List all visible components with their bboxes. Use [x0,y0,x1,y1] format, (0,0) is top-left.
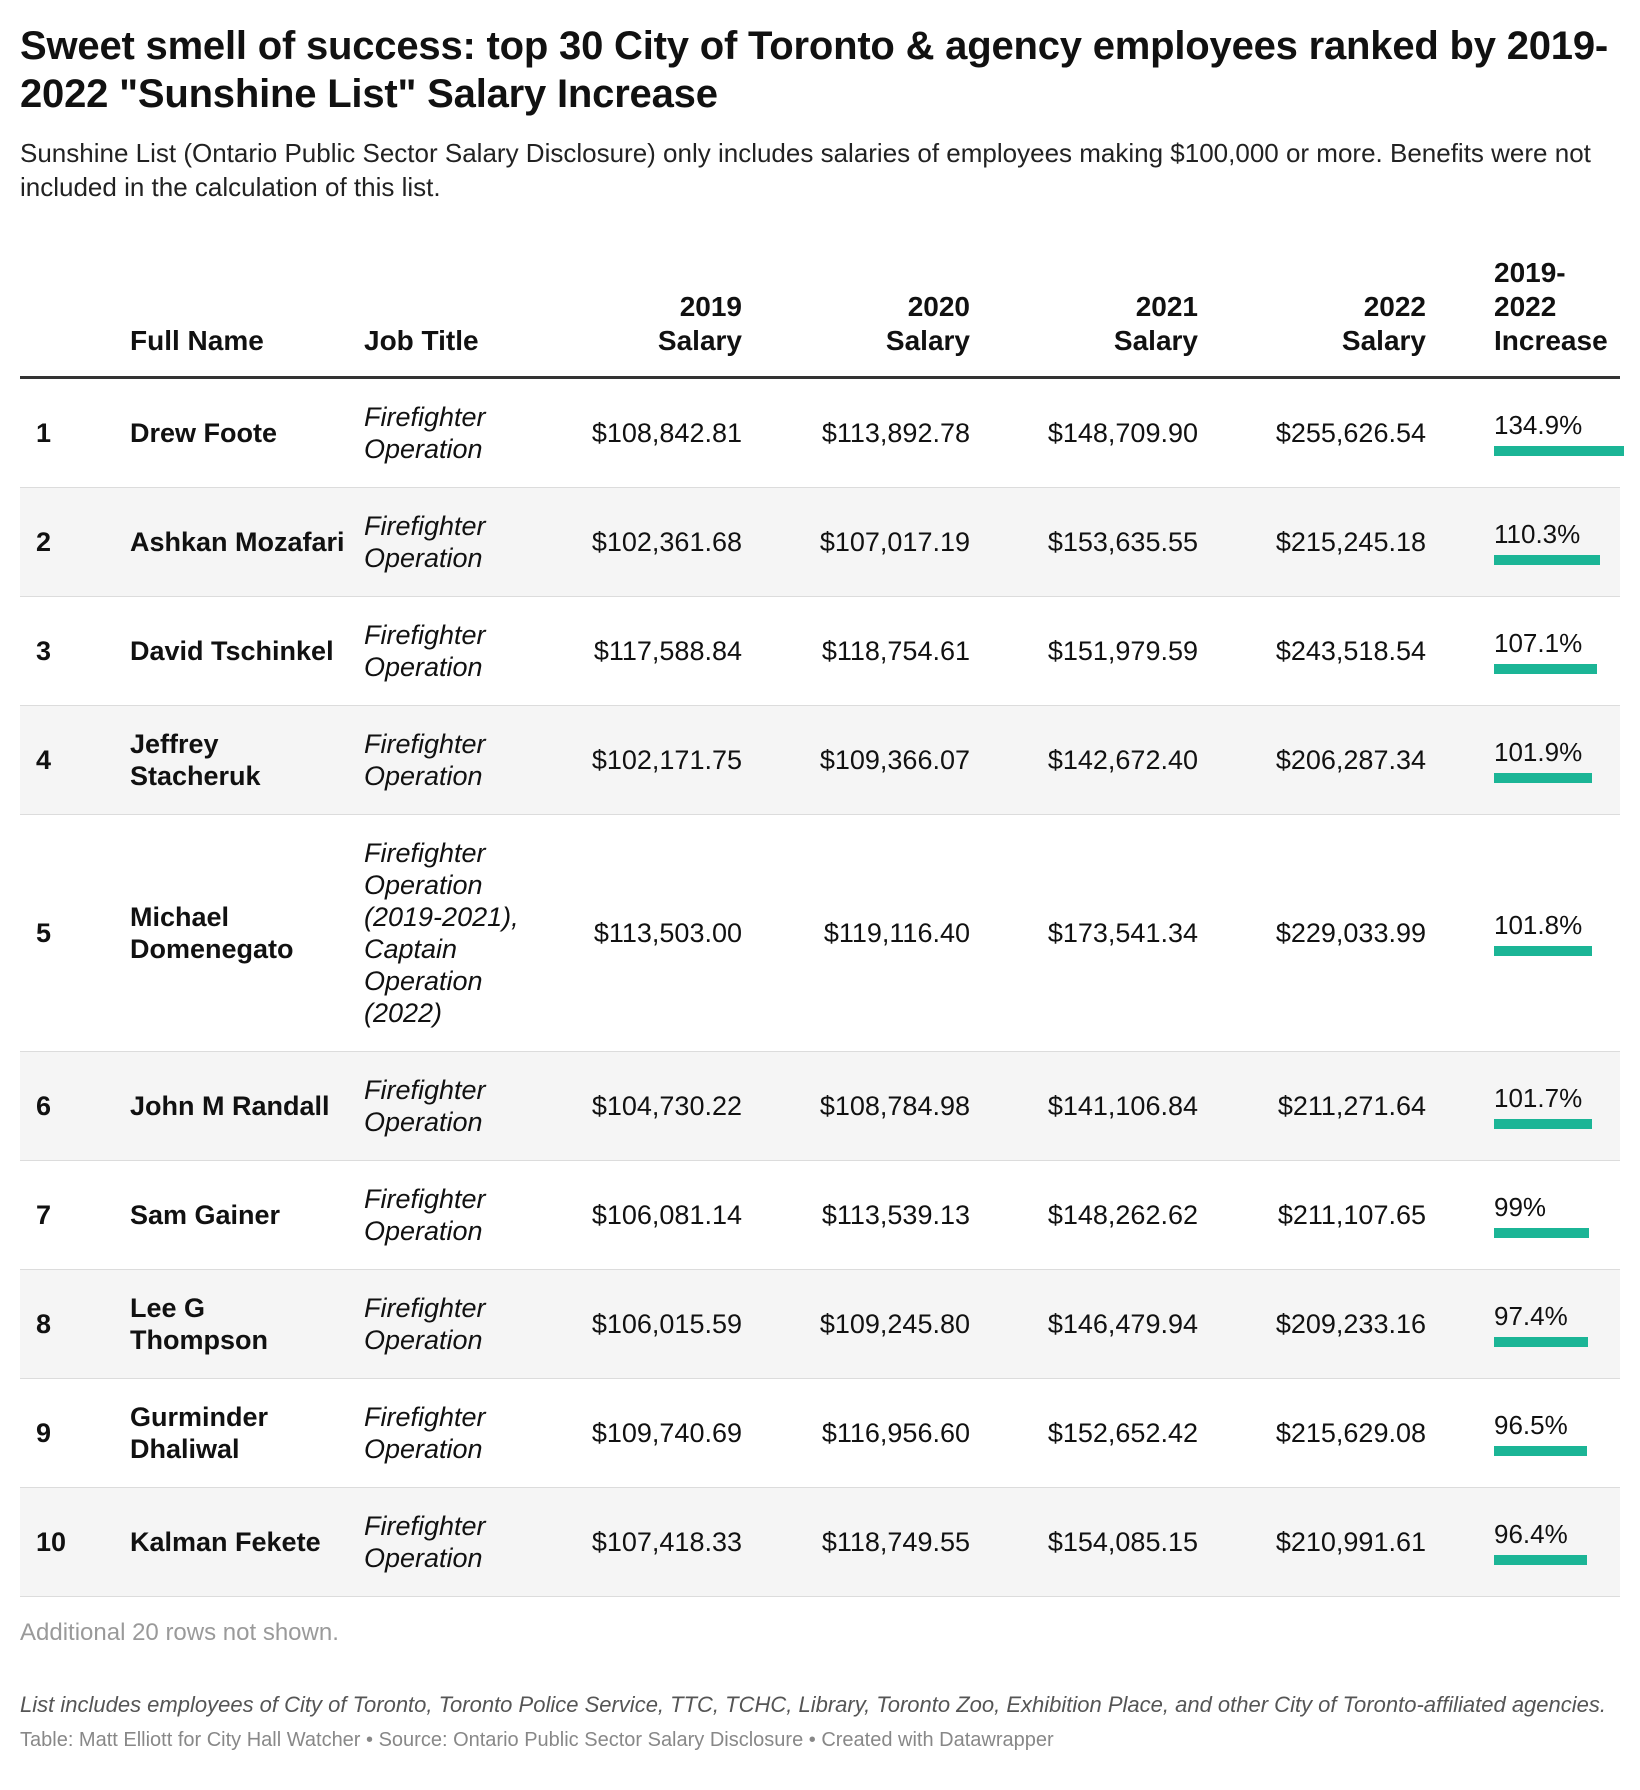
salary-2020-cell: $113,539.13 [742,1161,970,1270]
table-row [20,815,1620,1052]
increase-cell [1426,1379,1620,1488]
table-row [20,706,1620,815]
job-title-cell: Firefighter Operation [364,1270,544,1379]
header-2020-salary[interactable] [742,256,970,378]
increase-label: 134.9% [1494,410,1583,440]
increase-bar-track [1494,1337,1624,1347]
salary-2022-cell: $209,233.16 [1198,1270,1426,1379]
increase-bar [1494,1119,1592,1129]
increase-cell [1426,1161,1620,1270]
header-increase-label: 2019-2022 Increase [1494,257,1608,356]
salary-2021-cell: $148,709.90 [970,378,1198,488]
name-cell: Ashkan Mozafari [130,488,364,597]
salary-2021-cell: $153,635.55 [970,488,1198,597]
salary-2021-cell: $154,085.15 [970,1488,1198,1597]
increase-cell [1426,488,1620,597]
rank-cell: 6 [20,1052,130,1161]
increase-bar [1494,773,1592,783]
salary-2022-cell: $255,626.54 [1198,378,1426,488]
job-title-cell: Firefighter Operation [364,706,544,815]
increase-bar-track [1494,446,1624,456]
increase-cell [1426,597,1620,706]
increase-bar [1494,1337,1588,1347]
salary-2020-cell: $116,956.60 [742,1379,970,1488]
increase-label: 110.3% [1494,519,1581,549]
salary-2019-cell: $106,081.14 [544,1161,742,1270]
salary-2021-cell: $141,106.84 [970,1052,1198,1161]
salary-table [20,256,1620,1597]
increase-label: 99% [1494,1192,1547,1222]
table-header-row [20,256,1620,378]
increase-label: 101.7% [1494,1083,1583,1113]
header-2019-salary[interactable] [544,256,742,378]
increase-bar-track [1494,946,1624,956]
increase-bar-track [1494,1228,1624,1238]
increase-label: 107.1% [1494,628,1583,658]
increase-bar-track [1494,664,1624,674]
salary-2019-cell: $109,740.69 [544,1379,742,1488]
increase-bar [1494,946,1592,956]
name-cell: Lee G Thompson [130,1270,364,1379]
rank-cell: 2 [20,488,130,597]
salary-2021-cell: $173,541.34 [970,815,1198,1052]
credit-line: Table: Matt Elliott for City Hall Watcher • Source: Ontario Public Sector Salary Disclosure • Created with Datawrapper [20,1729,1054,1751]
increase-bar-track [1494,1446,1624,1456]
salary-2021-cell: $146,479.94 [970,1270,1198,1379]
table-body [20,378,1620,1597]
header-2022-salary[interactable] [1198,256,1426,378]
increase-bar [1494,446,1624,456]
chart-title: Sweet smell of success: top 30 City of Toronto & agency employees ranked by 2019-2022 "Sunshine List" Salary Increase [20,24,1609,116]
increase-bar-track [1494,1119,1624,1129]
salary-2021-cell: $151,979.59 [970,597,1198,706]
name-cell: Gurminder Dhaliwal [130,1379,364,1488]
increase-bar [1494,664,1597,674]
increase-bar-track [1494,1555,1624,1565]
header-2019-salary-label: 2019 Salary [657,291,742,356]
salary-2020-cell: $107,017.19 [742,488,970,597]
rank-cell: 8 [20,1270,130,1379]
job-title-cell: Firefighter Operation (2019-2021), Captain Operation (2022) [364,815,544,1052]
increase-cell [1426,815,1620,1052]
salary-2019-cell: $108,842.81 [544,378,742,488]
footnote: List includes employees of City of Toronto, Toronto Police Service, TTC, TCHC, Library, Toronto Zoo, Exhibition Place, and other City of Toronto-affiliated agencies. [20,1692,1606,1717]
salary-2019-cell: $104,730.22 [544,1052,742,1161]
name-cell: Sam Gainer [130,1161,364,1270]
salary-2022-cell: $211,107.65 [1198,1161,1426,1270]
increase-bar [1494,1228,1589,1238]
salary-2020-cell: $109,245.80 [742,1270,970,1379]
name-cell: John M Randall [130,1052,364,1161]
table-row [20,378,1620,488]
header-rank [20,256,130,378]
table-row [20,1052,1620,1161]
salary-2022-cell: $206,287.34 [1198,706,1426,815]
increase-cell [1426,378,1620,488]
salary-2019-cell: $102,361.68 [544,488,742,597]
salary-2019-cell: $107,418.33 [544,1488,742,1597]
job-title-cell: Firefighter Operation [364,378,544,488]
increase-label: 96.4% [1494,1519,1568,1549]
increase-cell [1426,1488,1620,1597]
increase-bar [1494,555,1600,565]
job-title-cell: Firefighter Operation [364,1379,544,1488]
increase-cell [1426,1270,1620,1379]
salary-2022-cell: $243,518.54 [1198,597,1426,706]
header-increase[interactable] [1426,256,1620,378]
chart-subtitle: Sunshine List (Ontario Public Sector Salary Disclosure) only includes salaries of employees making $100,000 or more. Benefits were not included in the calculation of this list. [20,138,1591,202]
increase-bar [1494,1446,1587,1456]
job-title-cell: Firefighter Operation [364,1161,544,1270]
salary-2022-cell: $211,271.64 [1198,1052,1426,1161]
table-row [20,488,1620,597]
increase-bar [1494,1555,1587,1565]
job-title-cell: Firefighter Operation [364,597,544,706]
rank-cell: 10 [20,1488,130,1597]
job-title-cell: Firefighter Operation [364,1052,544,1161]
salary-2019-cell: $106,015.59 [544,1270,742,1379]
salary-2020-cell: $118,754.61 [742,597,970,706]
increase-cell [1426,1052,1620,1161]
salary-2021-cell: $148,262.62 [970,1161,1198,1270]
increase-cell [1426,706,1620,815]
salary-2021-cell: $142,672.40 [970,706,1198,815]
table-row [20,597,1620,706]
name-cell: David Tschinkel [130,597,364,706]
salary-2019-cell: $117,588.84 [544,597,742,706]
table-row [20,1270,1620,1379]
header-full-name[interactable]: Full Name [130,325,264,356]
increase-bar-track [1494,555,1624,565]
name-cell: Michael Domenegato [130,815,364,1052]
header-2022-salary-label: 2022 Salary [1341,291,1426,356]
table-row [20,1488,1620,1597]
name-cell: Kalman Fekete [130,1488,364,1597]
salary-2022-cell: $215,629.08 [1198,1379,1426,1488]
salary-2022-cell: $229,033.99 [1198,815,1426,1052]
salary-2022-cell: $210,991.61 [1198,1488,1426,1597]
table-row [20,1379,1620,1488]
rank-cell: 1 [20,378,130,488]
salary-2021-cell: $152,652.42 [970,1379,1198,1488]
salary-2020-cell: $108,784.98 [742,1052,970,1161]
rank-cell: 9 [20,1379,130,1488]
rank-cell: 5 [20,815,130,1052]
increase-label: 97.4% [1494,1301,1568,1331]
table-row [20,1161,1620,1270]
header-2020-salary-label: 2020 Salary [885,291,970,356]
salary-2022-cell: $215,245.18 [1198,488,1426,597]
name-cell: Drew Foote [130,378,364,488]
job-title-cell: Firefighter Operation [364,488,544,597]
increase-label: 96.5% [1494,1410,1568,1440]
salary-2020-cell: $118,749.55 [742,1488,970,1597]
salary-2020-cell: $119,116.40 [742,815,970,1052]
name-cell: Jeffrey Stacheruk [130,706,364,815]
job-title-cell: Firefighter Operation [364,1488,544,1597]
header-2021-salary[interactable] [970,256,1198,378]
rank-cell: 3 [20,597,130,706]
rank-cell: 4 [20,706,130,815]
header-job-title[interactable]: Job Title [364,325,479,356]
rows-not-shown-note: Additional 20 rows not shown. [20,1619,339,1646]
header-2021-salary-label: 2021 Salary [1113,291,1198,356]
salary-2019-cell: $113,503.00 [544,815,742,1052]
rank-cell: 7 [20,1161,130,1270]
salary-2020-cell: $109,366.07 [742,706,970,815]
increase-label: 101.8% [1494,910,1583,940]
increase-label: 101.9% [1494,737,1583,767]
salary-2019-cell: $102,171.75 [544,706,742,815]
salary-2020-cell: $113,892.78 [742,378,970,488]
increase-bar-track [1494,773,1624,783]
